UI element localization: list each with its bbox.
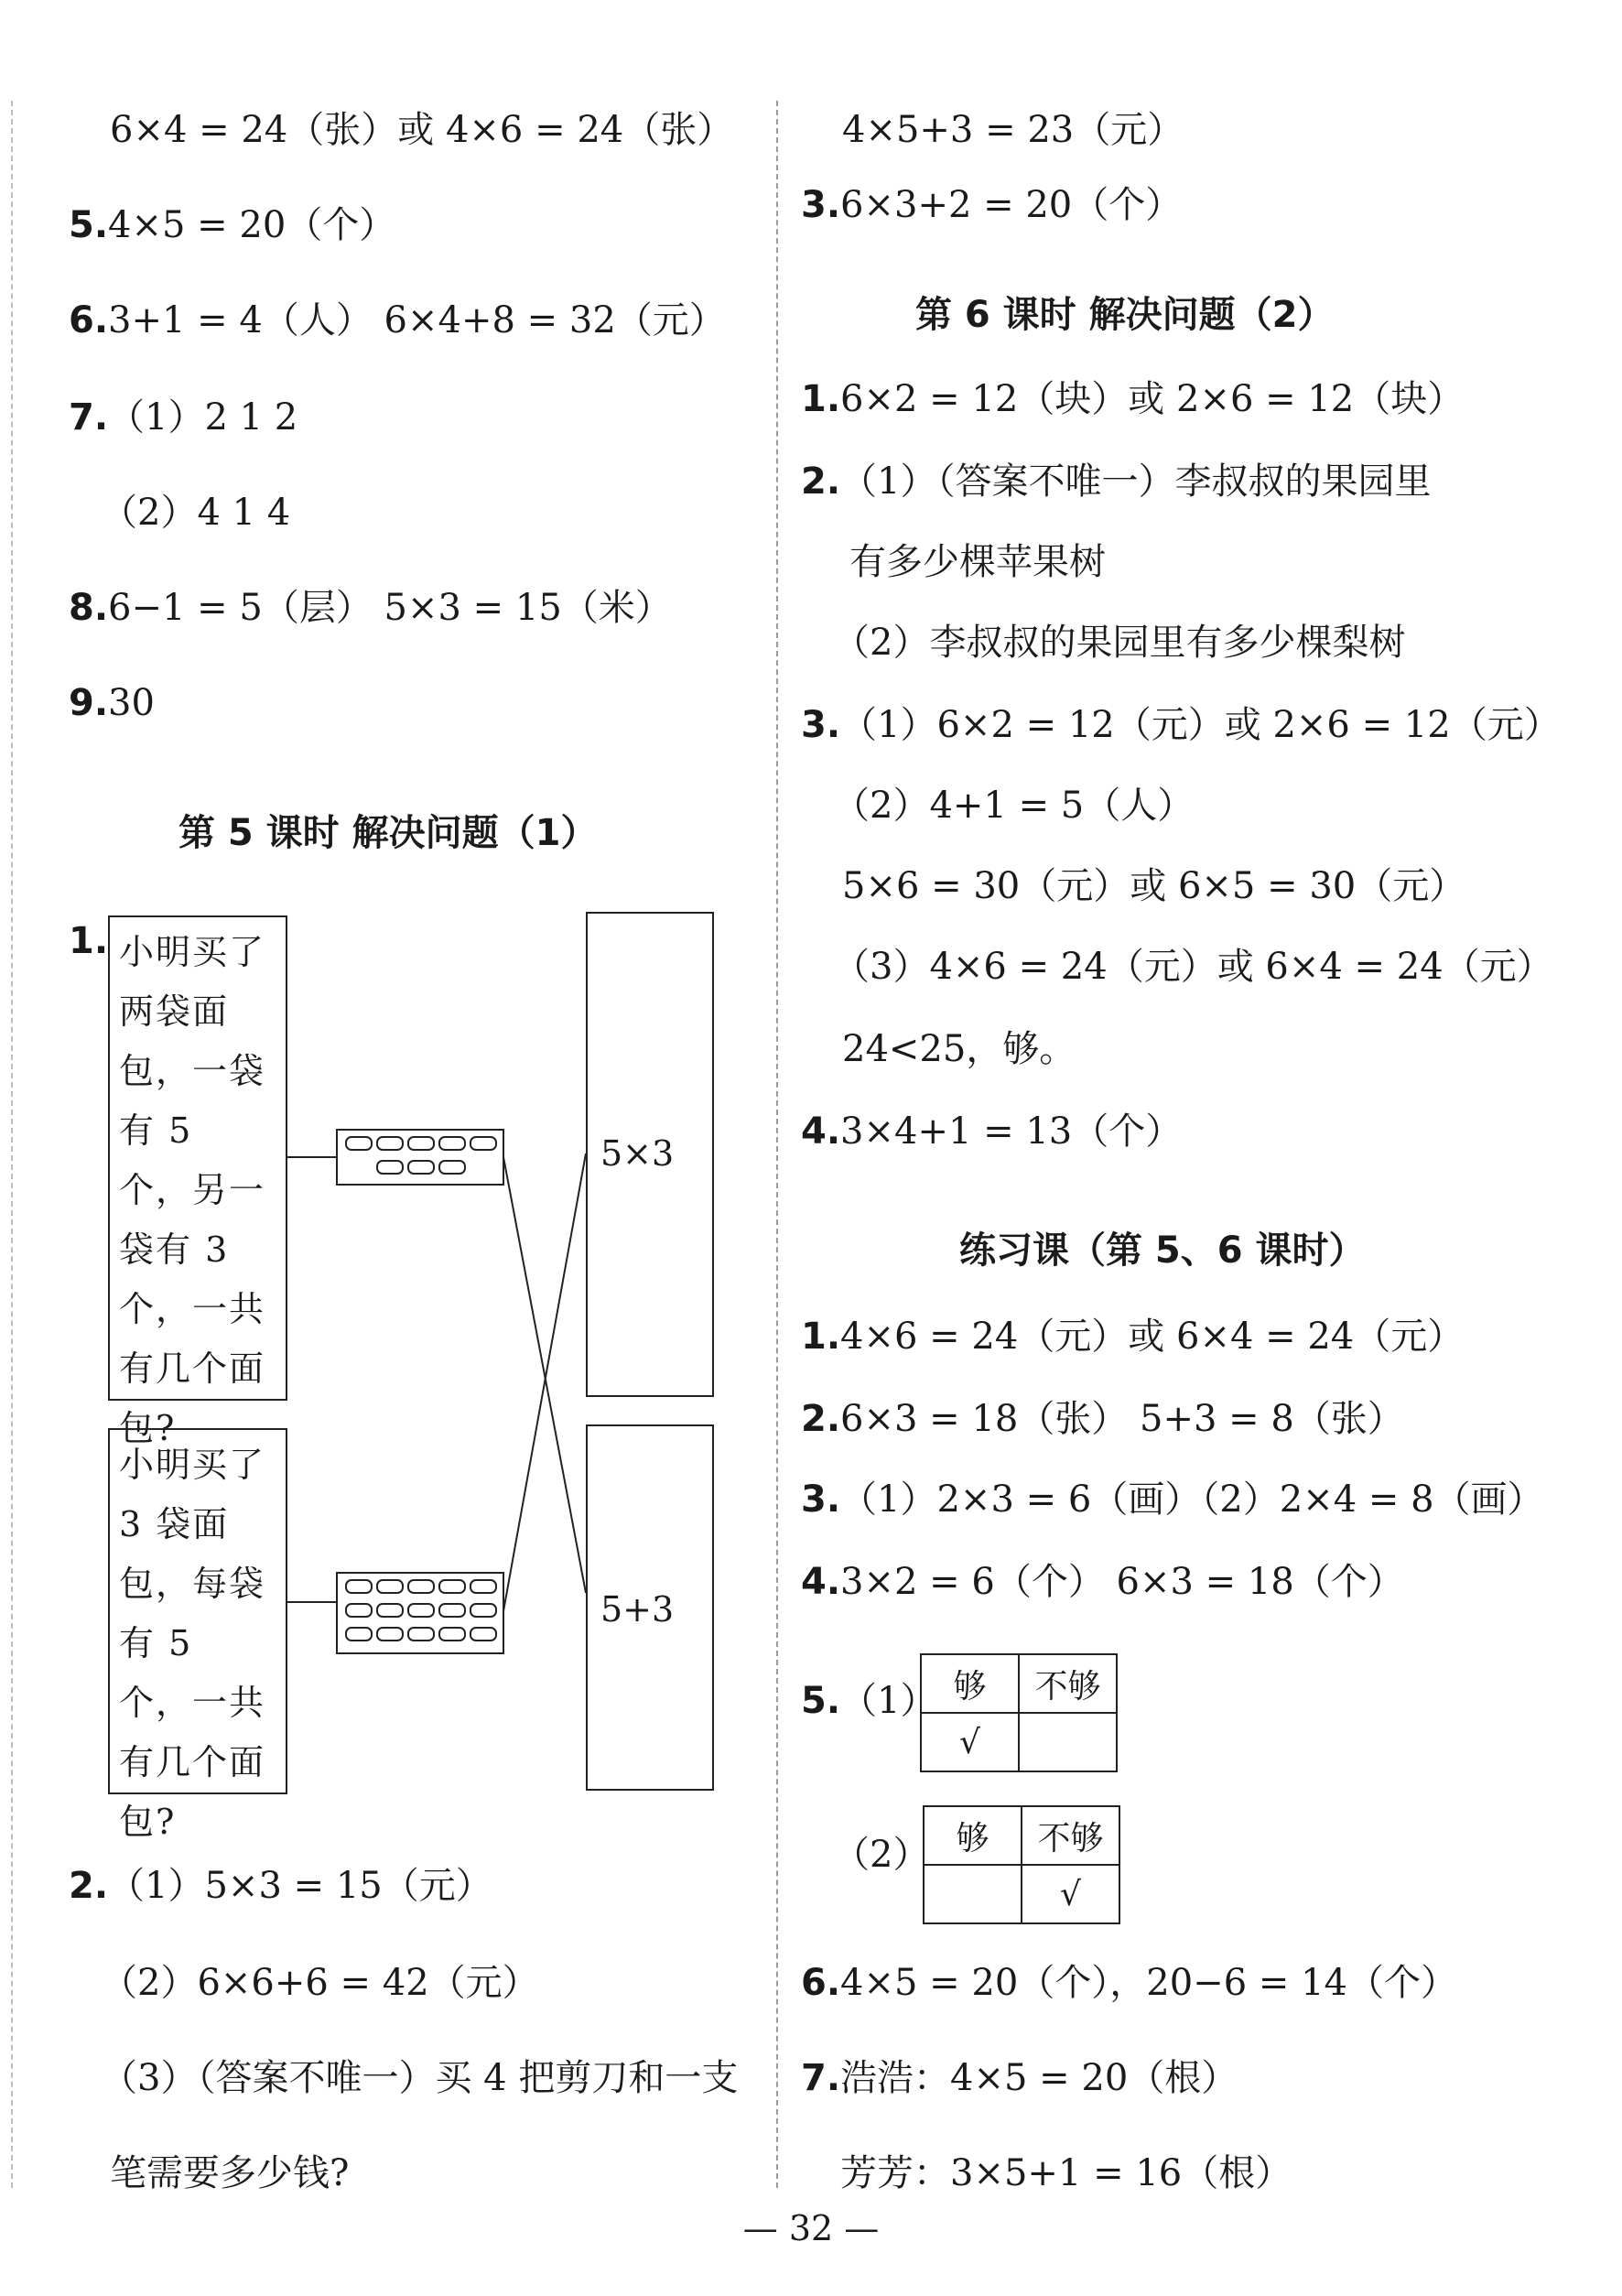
answer-5: 5.4×5 = 20（个） [69, 204, 396, 246]
answer-q2-3: （3）（答案不唯一）买 4 把剪刀和一支 [101, 2057, 739, 2099]
answer-s6-3c: 5×6 = 30（元）或 6×5 = 30（元） [842, 865, 1466, 907]
choice-table-2 [923, 1805, 1120, 1924]
answer-8: 8.6−1 = 5（层） 5×3 = 15（米） [69, 587, 672, 629]
answer-p-7: 7.浩浩：4×5 = 20（根） [801, 2057, 1238, 2099]
answer-6: 6.3+1 = 4（人） 6×4+8 = 32（元） [69, 299, 726, 341]
answer-p-6: 6.4×5 = 20（个），20−6 = 14（个） [801, 1962, 1457, 2004]
section-heading-6: 第 6 课时 解决问题（2） [915, 294, 1335, 336]
bread-tray-1 [337, 1130, 503, 1185]
page-number: — 32 — [742, 2208, 880, 2248]
column-divider [776, 101, 778, 2188]
bread-tray-2 [337, 1573, 503, 1653]
cell-enough: 够 [921, 1654, 1019, 1713]
left-margin-line [11, 101, 13, 2188]
section-heading-5: 第 5 课时 解决问题（1） [178, 812, 598, 854]
answer-s6-2b: 有多少棵苹果树 [849, 541, 1106, 583]
answer-p-5-2: （2） [833, 1834, 930, 1876]
answer-p-7b: 芳芳：3×5+1 = 16（根） [840, 2152, 1292, 2194]
answer-p-4: 4.3×2 = 6（个） 6×3 = 18（个） [801, 1561, 1404, 1603]
answer-p-2: 2.6×3 = 18（张） 5+3 = 8（张） [801, 1398, 1404, 1440]
answer-3: 3.6×3+2 = 20（个） [801, 184, 1183, 226]
answer-p-5-1: 5.（1） [801, 1680, 937, 1722]
word-problem-box-1: 小明买了两袋面包，一袋有 5 个，另一袋有 3 个，一共有几个面包? [108, 915, 287, 1401]
answer-q2-4: 笔需要多少钱? [110, 2152, 350, 2194]
answer-s6-1: 1.6×2 = 12（块）或 2×6 = 12（块） [801, 378, 1465, 420]
check-mark: √ [1022, 1865, 1119, 1923]
right-column [796, 0, 1584, 2197]
empty-cell [924, 1865, 1022, 1923]
answer-q2-1: 2.（1）5×3 = 15（元） [69, 1865, 492, 1907]
answer-s6-3e: 24<25，够。 [842, 1028, 1076, 1070]
answer-box-1: 5×3 [586, 912, 714, 1397]
left-column [55, 0, 769, 2197]
empty-cell [1019, 1713, 1117, 1771]
answer-q2-2: （2）6×6+6 = 42（元） [101, 1962, 539, 2004]
answer-s6-4: 4.3×4+1 = 13（个） [801, 1110, 1183, 1153]
answer-box-2: 5+3 [586, 1424, 714, 1791]
cell-not-enough: 不够 [1022, 1806, 1119, 1865]
answer-s6-2c: （2）李叔叔的果园里有多少棵梨树 [833, 622, 1406, 664]
choice-table-1 [920, 1653, 1118, 1772]
cell-enough: 够 [924, 1806, 1022, 1865]
cell-not-enough: 不够 [1019, 1654, 1117, 1713]
answer-p-3: 3.（1）2×3 = 6（画）（2）2×4 = 8（画） [801, 1478, 1544, 1521]
check-mark: √ [921, 1713, 1019, 1771]
section-heading-practice: 练习课（第 5、6 课时） [959, 1229, 1366, 1272]
word-problem-box-2: 小明买了 3 袋面包，每袋有 5 个，一共有几个面包? [108, 1428, 287, 1794]
answer-line: 4×5+3 = 23（元） [842, 109, 1184, 151]
answer-p-1: 1.4×6 = 24（元）或 6×4 = 24（元） [801, 1316, 1465, 1358]
question-1-label: 1. [69, 920, 109, 962]
answer-s6-2: 2.（1）（答案不唯一）李叔叔的果园里 [801, 460, 1432, 503]
answer-7-2: （2）4 1 4 [101, 492, 291, 534]
answer-s6-3d: （3）4×6 = 24（元）或 6×4 = 24（元） [833, 946, 1553, 988]
answer-s6-3b: （2）4+1 = 5（人） [833, 785, 1195, 827]
answer-line: 6×4 = 24（张）或 4×6 = 24（张） [110, 109, 734, 151]
answer-s6-3: 3.（1）6×2 = 12（元）或 2×6 = 12（元） [801, 704, 1561, 746]
answer-9: 9.30 [69, 682, 155, 724]
answer-7: 7.（1）2 1 2 [69, 396, 298, 439]
